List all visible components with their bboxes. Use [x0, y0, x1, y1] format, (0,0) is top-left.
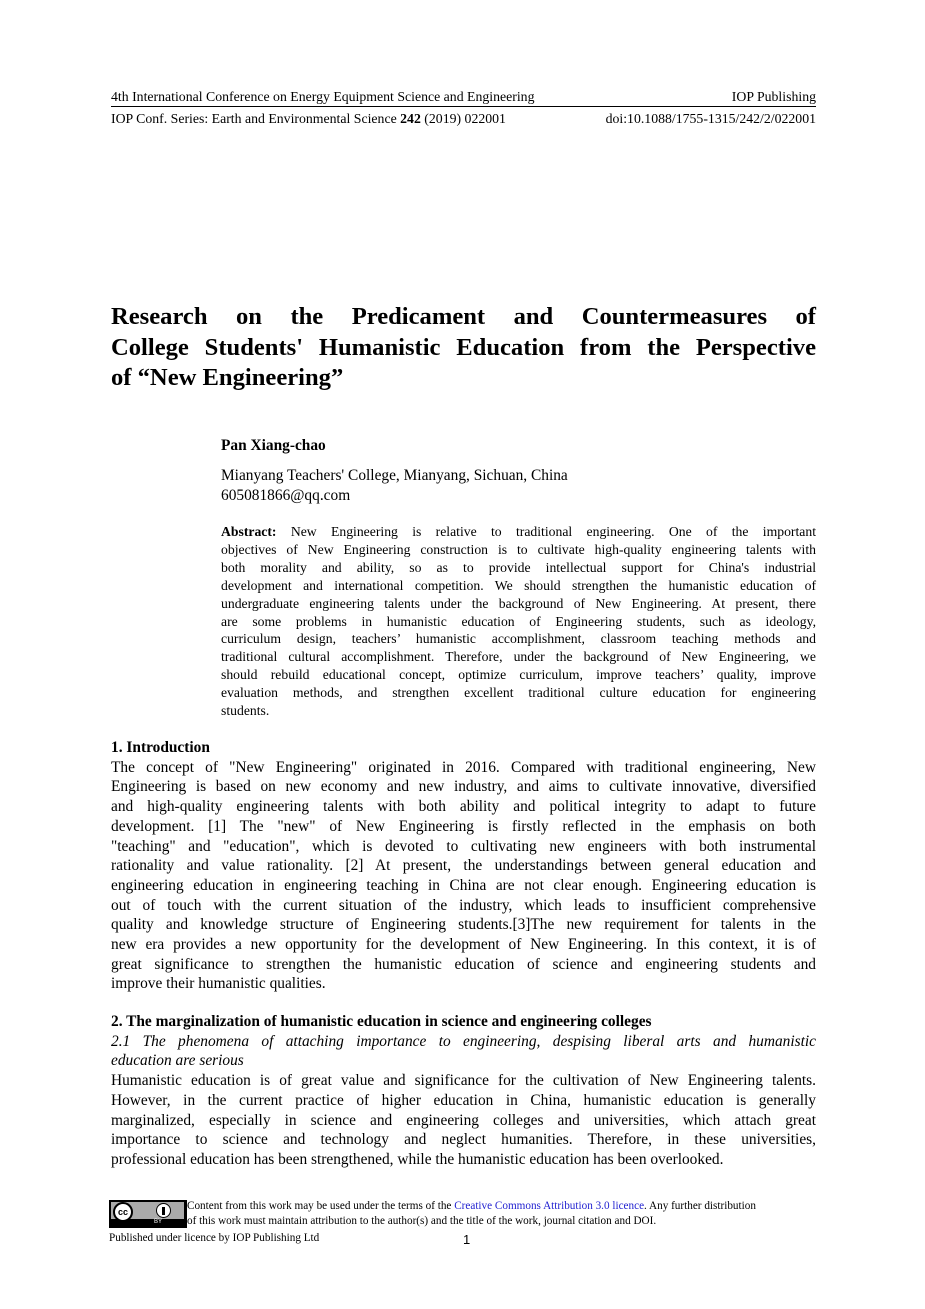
text-line: curriculum design, teachers’ humanistic accomplishment, classroom teaching methods and [221, 631, 816, 647]
text-line: and high-quality engineering talents with both ability and political integrity to adapt to future [111, 798, 816, 816]
license-text: Content from this work may be used under the terms of the [187, 1200, 455, 1212]
text-line: both morality and ability, so as to provide intellectual support for China's industrial [221, 559, 816, 575]
text-line: evaluation methods, and strengthen excellent traditional culture education for engineering [221, 685, 816, 701]
text-line: engineering education in engineering teaching in China are not clear enough. Engineering education is [111, 876, 816, 894]
author: Pan Xiang-chao [221, 437, 326, 454]
text-line: are some problems in humanistic education of Engineering students, such as ideology, [221, 613, 816, 629]
section-introduction [111, 738, 816, 994]
text-line: traditional cultural accomplishment. Therefore, under the background of New Engineering, we [221, 649, 816, 665]
text-line: Engineering is based on new economy and new industry, and aims to cultivate innovative, diversified [111, 778, 816, 796]
text-line: College Students' Humanistic Education from the Perspective [111, 333, 816, 361]
publisher: IOP Publishing [731, 89, 816, 104]
text-line: undergraduate engineering talents under the background of New Engineering. At present, there [221, 595, 816, 611]
abstract-text: New Engineering is relative to traditional engineering. One of the important [276, 524, 816, 539]
conference-name: 4th International Conference on Energy Equipment Science and Engineering [111, 89, 535, 104]
section-heading: 2. The marginalization of humanistic education in science and engineering colleges [111, 1013, 652, 1030]
section-body [111, 758, 816, 994]
text-line: objectives of New Engineering construction is to cultivate high-quality engineering talents with [221, 541, 816, 557]
text-line: quality and knowledge structure of Engineering students.[3]The new requirement for talents in the [111, 916, 816, 934]
section-heading: 1. Introduction [111, 739, 210, 756]
series-line [111, 110, 816, 127]
abstract [221, 523, 816, 720]
header-rule [111, 106, 816, 107]
text-line: great significance to strengthen the humanistic education of science and engineering students and [111, 955, 816, 973]
text-line: rationality and value rationality. [2] At present, the understandings between general education and [111, 857, 816, 875]
text-line: of “New Engineering” [111, 364, 344, 391]
section-body [111, 1071, 816, 1170]
section-marginalization [111, 1012, 816, 1170]
text-line: out of touch with the current situation of the industry, which leads to insufficient comprehensive [111, 896, 816, 914]
text-line [221, 523, 816, 541]
license-text: . Any further distribution [644, 1200, 756, 1212]
text-line: marginalized, especially in science and engineering colleges and universities, which attach great [111, 1111, 816, 1129]
email: 605081866@qq.com [221, 486, 351, 504]
text-line: The concept of "New Engineering" originated in 2016. Compared with traditional engineering, New [111, 758, 816, 776]
running-header [111, 88, 816, 105]
text-line: 2.1 The phenomena of attaching importance to engineering, despising liberal arts and humanistic [111, 1032, 816, 1050]
text-line: Research on the Predicament and Countermeasures of [111, 303, 816, 330]
text-line: improve their humanistic qualities. [111, 975, 326, 993]
text-line: development and international competition. We should strengthen the humanistic education of [221, 577, 816, 593]
text-line: However, in the current practice of higher education in China, humanistic education is generally [111, 1091, 816, 1109]
text-line: education are serious [111, 1052, 244, 1070]
text-line: "teaching" and "education", which is devoted to cultivating new engineers with both instrumental [111, 837, 816, 855]
cc-text: cc [117, 1207, 128, 1217]
text-line: students. [221, 703, 270, 719]
license-text-2: of this work must maintain attribution to the author(s) and the title of the work, journal citation and DOI. [187, 1215, 657, 1227]
by-text: BY [154, 1219, 163, 1225]
published-notice: Published under licence by IOP Publishing Ltd [109, 1232, 320, 1244]
license-link[interactable]: Creative Commons Attribution 3.0 licence [454, 1200, 645, 1212]
series-year: (2019) 022001 [420, 111, 506, 126]
text-line: Humanistic education is of great value and significance for the cultivation of New Engineering talents. [111, 1072, 816, 1090]
affiliation-block [221, 466, 568, 505]
paper-title [111, 302, 816, 394]
subsection-heading [111, 1032, 816, 1071]
series: IOP Conf. Series: Earth and Environmental Science [111, 111, 401, 126]
cc-by-logo [109, 1200, 187, 1228]
text-line: should rebuild educational concept, optimize curriculum, improve teachers’ quality, improve [221, 667, 816, 683]
license-notice [187, 1199, 827, 1229]
page-number: 1 [463, 1232, 471, 1247]
text-line: new era provides a new opportunity for the development of New Engineering. In this context, it is of [111, 936, 816, 954]
volume: 242 [400, 111, 421, 126]
doi: doi:10.1088/1755-1315/242/2/022001 [605, 111, 816, 126]
text-line: professional education has been strengthened, while the humanistic education has been overlooked. [111, 1150, 724, 1168]
affiliation: Mianyang Teachers' College, Mianyang, Sichuan, China [221, 467, 568, 484]
text-line: development. [1] The "new" of New Engineering is firstly reflected in the emphasis on both [111, 817, 816, 835]
cc-icon [113, 1202, 133, 1222]
text-line: importance to science and technology and neglect humanities. Therefore, in these universities, [111, 1131, 816, 1149]
person-icon [156, 1203, 171, 1218]
abstract-label: Abstract: [221, 524, 277, 539]
